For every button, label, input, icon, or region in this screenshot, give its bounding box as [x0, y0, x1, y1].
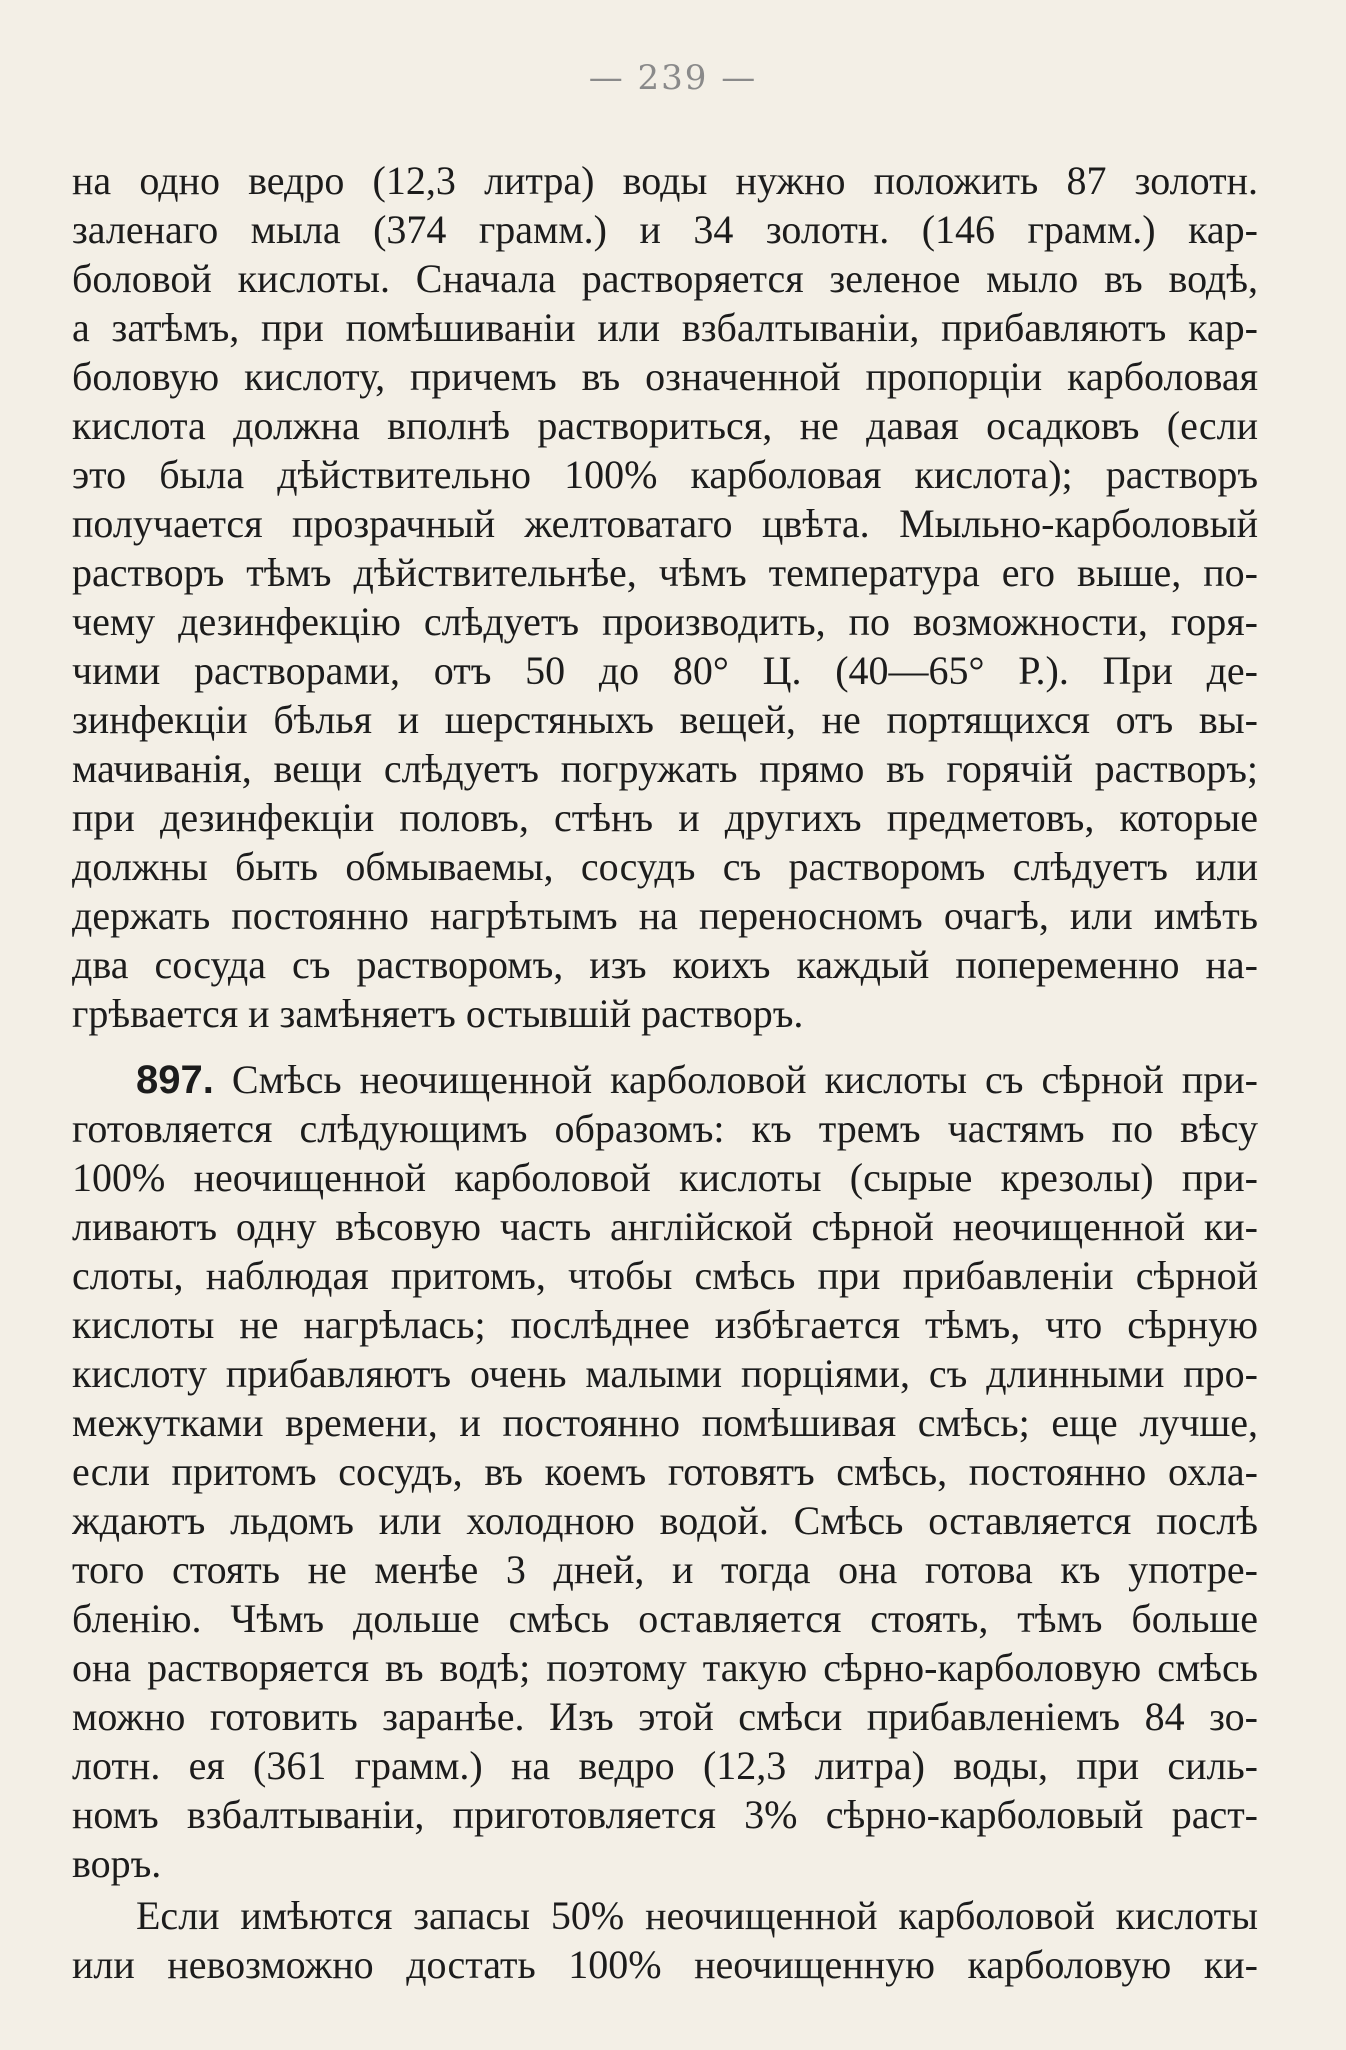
text-line: получается прозрачный желтоватаго цвѣта. Мыльно-карболовый	[72, 501, 1258, 546]
text-line: номъ взбалтываніи, приготовляется 3% сѣрно-карболовый раст-	[72, 1792, 1258, 1837]
text-line: мачиванія, вещи слѣдуетъ погружать прямо въ горячій растворъ;	[72, 746, 1258, 791]
text-line: держать постоянно нагрѣтымъ на переносномъ очагѣ, или имѣть	[72, 893, 1258, 938]
text-line: на одно ведро (12,3 литра) воды нужно положить 87 золотн.	[72, 158, 1258, 203]
text-line: лотн. ея (361 грамм.) на ведро (12,3 литра) воды, при силь-	[72, 1743, 1258, 1788]
text-line: кислота должна вполнѣ раствориться, не давая осадковъ (если	[72, 403, 1258, 448]
text-line: два сосуда съ растворомъ, изъ коихъ каждый попеременно на-	[72, 942, 1258, 987]
text-line: или невозможно достать 100% неочищенную карболовую ки-	[72, 1942, 1258, 1987]
text-line: того стоять не менѣе 3 дней, и тогда она готова къ употре-	[72, 1547, 1258, 1592]
text-line: грѣвается и замѣняетъ остывшій растворъ.	[72, 991, 804, 1036]
paragraph-number: 897.	[136, 1058, 214, 1102]
text-line: 100% неочищенной карболовой кислоты (сырые крезолы) при-	[72, 1155, 1258, 1200]
paragraph-897	[72, 1055, 1258, 1888]
text-line: чему дезинфекцію слѣдуетъ производить, по возможности, горя-	[72, 599, 1258, 644]
paragraph-next	[72, 1891, 1258, 1989]
text-line: растворъ тѣмъ дѣйствительнѣе, чѣмъ температура его выше, по-	[72, 550, 1258, 595]
text-line: Если имѣются запасы 50% неочищенной карболовой кислоты	[136, 1893, 1258, 1938]
paragraph-continued	[72, 156, 1258, 1038]
text-line: боловой кислоты. Сначала растворяется зеленое мыло въ водѣ,	[72, 256, 1258, 301]
text-line: заленаго мыла (374 грамм.) и 34 золотн. (146 грамм.) кар-	[72, 207, 1258, 252]
text-line: межутками времени, и постоянно помѣшивая смѣсь; еще лучше,	[72, 1400, 1258, 1445]
text-line: кислоту прибавляютъ очень малыми порціями, съ длинными про-	[72, 1351, 1258, 1396]
text-line: ливаютъ одну вѣсовую часть англійской сѣрной неочищенной ки-	[72, 1204, 1258, 1249]
text-line: а затѣмъ, при помѣшиваніи или взбалтываніи, прибавляютъ кар-	[72, 305, 1258, 350]
text-line: бленію. Чѣмъ дольше смѣсь оставляется стоять, тѣмъ больше	[72, 1596, 1258, 1641]
text-line-rest: Смѣсь неочищенной карболовой кислоты съ сѣрной при-	[231, 1057, 1258, 1102]
text-line: воръ.	[72, 1841, 162, 1886]
text-line	[72, 1055, 1258, 1104]
text-line: при дезинфекціи половъ, стѣнъ и другихъ предметовъ, которые	[72, 795, 1258, 840]
text-line: зинфекціи бѣлья и шерстяныхъ вещей, не портящихся отъ вы-	[72, 697, 1258, 742]
text-line: ждаютъ льдомъ или холодною водой. Смѣсь оставляется послѣ	[72, 1498, 1258, 1543]
text-line: чими растворами, отъ 50 до 80° Ц. (40—65° Р.). При де-	[72, 648, 1258, 693]
page-number: — 239 —	[588, 58, 758, 98]
text-line: она растворяется въ водѣ; поэтому такую сѣрно-карболовую смѣсь	[72, 1645, 1258, 1690]
text-line: слоты, наблюдая притомъ, чтобы смѣсь при прибавленіи сѣрной	[72, 1253, 1258, 1298]
text-line: это была дѣйствительно 100% карболовая кислота); растворъ	[72, 452, 1258, 497]
text-line: должны быть обмываемы, сосудъ съ растворомъ слѣдуетъ или	[72, 844, 1258, 889]
text-line: готовляется слѣдующимъ образомъ: къ тремъ частямъ по вѣсу	[72, 1106, 1258, 1151]
text-line: можно готовить заранѣе. Изъ этой смѣси прибавленіемъ 84 зо-	[72, 1694, 1258, 1739]
text-line: кислоты не нагрѣлась; послѣднее избѣгается тѣмъ, что сѣрную	[72, 1302, 1258, 1347]
text-line: боловую кислоту, причемъ въ означенной пропорціи карболовая	[72, 354, 1258, 399]
text-line: если притомъ сосудъ, въ коемъ готовятъ смѣсь, постоянно охла-	[72, 1449, 1258, 1494]
